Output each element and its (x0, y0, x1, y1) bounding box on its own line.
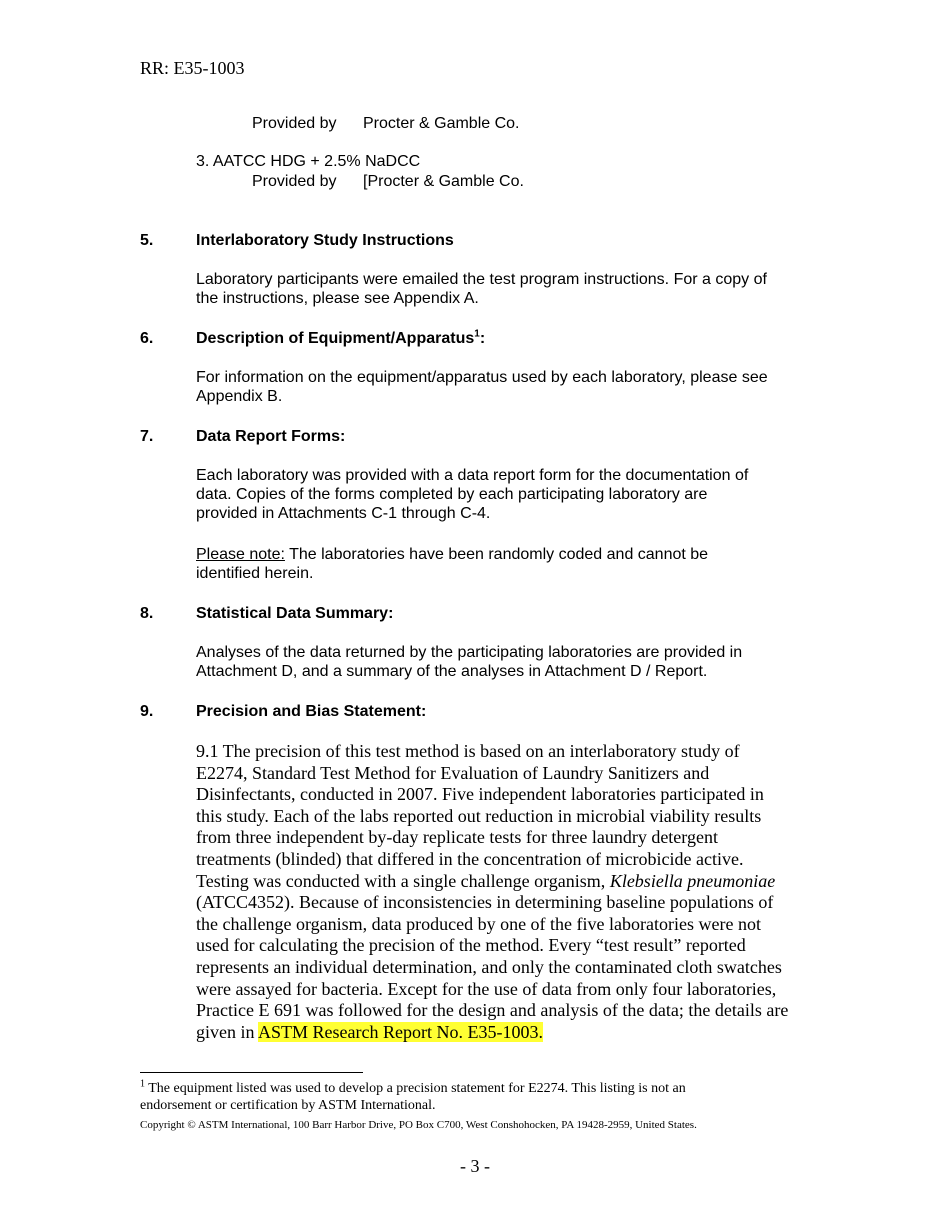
provider-value-1: Procter & Gamble Co. (363, 115, 520, 132)
footnote: $^1$ The equipment listed was used to develop a precision statement for E2274. This listing is not an endorsement or certification by ASTM International. (140, 1078, 686, 1113)
footnote-ref: 1 (474, 328, 480, 340)
organism-name: Klebsiella pneumoniae (609, 870, 776, 891)
section-8-body: Analyses of the data returned by the participating laboratories are provided in Attachment D, and a summary of the analyses in Attachment D / Report. (196, 644, 743, 680)
section-8-title: Statistical Data Summary: (196, 605, 394, 622)
section-7-number: 7. (140, 428, 154, 445)
section-5-body: Laboratory participants were emailed the test program instructions. For a copy of the instructions, please see Appendix A. (196, 271, 767, 307)
provider-value-3: [Procter & Gamble Co. (363, 173, 524, 190)
section-6-number: 6. (140, 330, 154, 347)
section-5-title: Interlaboratory Study Instructions (196, 232, 454, 249)
page-number: - 3 - (460, 1156, 490, 1176)
footnote-marker: 1 (140, 1078, 145, 1090)
report-id: RR: E35-1003 (140, 58, 245, 78)
section-9-title: Precision and Bias Statement: (196, 703, 427, 720)
section-8-number: 8. (140, 605, 154, 622)
product-name-3: 3. AATCC HDG + 2.5% NaDCC (196, 153, 421, 170)
copyright-notice: Copyright © ASTM International, 100 Barr Harbor Drive, PO Box C700, West Conshohocken, PA 19428-2959, United States. (140, 1119, 697, 1131)
provider-label-1: Provided by (252, 115, 337, 132)
footnote-separator (140, 1072, 363, 1073)
precision-paragraph: 9.1 The precision of this test method is based on an interlaboratory study of E2274, Standard Test Method for Evaluation of Laundry Sanitizers and Disinfectants, conducted in 2007. Five independent laboratories participated in this study. Each of the labs reported out reduction in microbial viability results from three independent by-day replicate tests for three laundry detergent treatments (blinded) that differed in the concentration of microbicide active. Testing was conducted with a single challenge organism, Klebsiella pneumoniae (ATCC4352). Because of inconsistencies in determining baseline populations of the challenge organism, data produced by one of the five laboratories were not used for calculating the precision of the method. Every “test result” reported represents an individual determination, and only the contaminated cloth swatches were assayed for bacteria. Except for the use of data from only four laboratories, Practice E 691 was followed for the design and analysis of the data; the details are given in ASTM Research Report No. E35-1003. (196, 741, 789, 1042)
note-label: Please note: (196, 546, 285, 563)
section-7-title: Data Report Forms: (196, 428, 346, 445)
section-7-note: Please note: The laboratories have been randomly coded and cannot be identified herein. (196, 546, 709, 582)
section-6-body: For information on the equipment/apparatus used by each laboratory, please see Appendix B. (196, 369, 768, 405)
provider-label-3: Provided by (252, 173, 337, 190)
section-9-number: 9. (140, 703, 154, 720)
section-5-number: 5. (140, 232, 154, 249)
section-7-body: Each laboratory was provided with a data report form for the documentation of data. Copies of the forms completed by each participating laboratory are provided in Attachments C-1 through C-4. (196, 467, 749, 522)
highlighted-report-reference: ASTM Research Report No. E35-1003. (258, 1021, 543, 1042)
section-6-title: Description of Equipment/Apparatus$^1$: (196, 328, 486, 347)
